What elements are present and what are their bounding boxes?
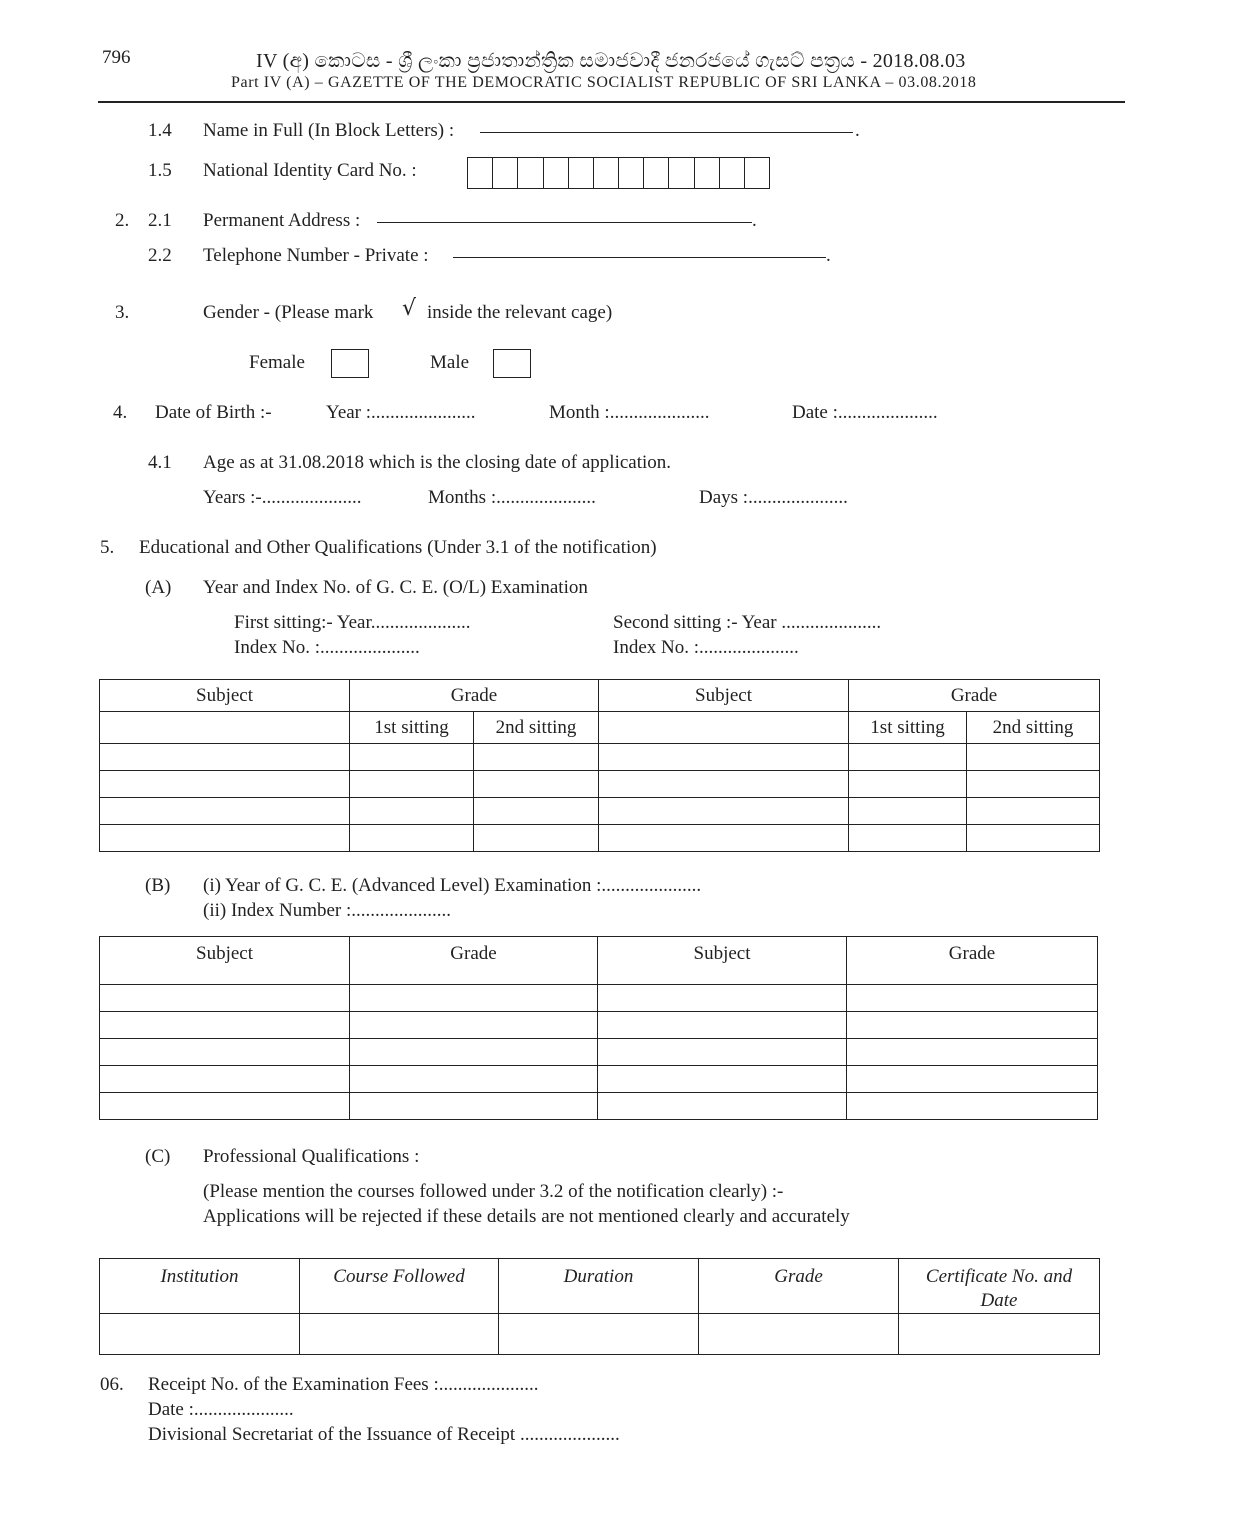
- table-cell[interactable]: [499, 1314, 699, 1355]
- table-cell[interactable]: [899, 1314, 1100, 1355]
- dob-month-field[interactable]: Month :.....................: [549, 402, 710, 423]
- line-end-period: .: [826, 245, 831, 266]
- table-cell[interactable]: [100, 744, 350, 771]
- table-cell[interactable]: [847, 985, 1098, 1012]
- table-cell[interactable]: [100, 825, 350, 852]
- table-row: [100, 825, 1100, 852]
- second-sitting-header: 2nd sitting: [967, 712, 1100, 744]
- nic-digit-box[interactable]: [594, 158, 619, 188]
- first-sitting-header: 1st sitting: [350, 712, 474, 744]
- nic-digit-box[interactable]: [695, 158, 720, 188]
- item-number: 2.1: [148, 210, 172, 231]
- table-cell[interactable]: [967, 825, 1100, 852]
- table-cell[interactable]: [849, 744, 967, 771]
- nic-label: National Identity Card No. :: [203, 160, 417, 181]
- check-mark-icon: √: [402, 296, 417, 321]
- table-cell[interactable]: [350, 1012, 598, 1039]
- line-end-period: .: [752, 210, 757, 231]
- nic-number-boxes[interactable]: [467, 157, 770, 189]
- second-sitting-header: 2nd sitting: [474, 712, 599, 744]
- table-cell[interactable]: [599, 798, 849, 825]
- grade-header: Grade: [350, 937, 598, 985]
- table-cell[interactable]: [849, 771, 967, 798]
- table-row: [100, 1093, 1098, 1120]
- section-number: 5.: [100, 537, 115, 558]
- table-row: [100, 771, 1100, 798]
- table-cell[interactable]: [350, 1039, 598, 1066]
- ol-results-table: [99, 679, 1100, 852]
- section-number: 4.: [113, 402, 128, 423]
- section-number: 2.: [115, 210, 130, 231]
- al-results-table: [99, 936, 1098, 1120]
- al-index-number[interactable]: (ii) Index Number :.....................: [203, 900, 452, 921]
- ol-first-index[interactable]: Index No. :.....................: [234, 637, 420, 658]
- table-cell[interactable]: [849, 825, 967, 852]
- table-cell[interactable]: [699, 1314, 899, 1355]
- grade-header: Grade: [849, 680, 1100, 712]
- table-cell[interactable]: [350, 1093, 598, 1120]
- table-cell[interactable]: [350, 1066, 598, 1093]
- age-years-field[interactable]: Years :-.....................: [203, 487, 362, 508]
- ol-second-sitting-year[interactable]: Second sitting :- Year .....................: [613, 612, 882, 633]
- table-cell[interactable]: [100, 1039, 350, 1066]
- table-cell[interactable]: [847, 1039, 1098, 1066]
- female-label: Female: [249, 352, 305, 373]
- table-cell[interactable]: [100, 771, 350, 798]
- table-row: [100, 798, 1100, 825]
- table-cell[interactable]: [598, 1093, 847, 1120]
- nic-digit-box[interactable]: [493, 158, 518, 188]
- grade-header: Grade: [350, 680, 599, 712]
- table-cell[interactable]: [300, 1314, 499, 1355]
- nic-digit-box[interactable]: [544, 158, 569, 188]
- ol-second-index[interactable]: Index No. :.....................: [613, 637, 799, 658]
- professional-warning: Applications will be rejected if these details are not mentioned clearly and accurately: [203, 1206, 850, 1227]
- permanent-address-label: Permanent Address :: [203, 210, 361, 231]
- nic-digit-box[interactable]: [468, 158, 493, 188]
- divisional-secretariat-field[interactable]: Divisional Secretariat of the Issuance of Receipt .....................: [148, 1424, 620, 1445]
- table-cell[interactable]: [100, 1093, 350, 1120]
- male-label: Male: [430, 352, 470, 373]
- table-cell[interactable]: [474, 825, 599, 852]
- dob-date-field[interactable]: Date :.....................: [792, 402, 938, 423]
- ol-first-sitting-year[interactable]: First sitting:- Year.....................: [234, 612, 471, 633]
- table-row: [100, 1012, 1098, 1039]
- full-name-field[interactable]: [480, 132, 853, 133]
- table-cell[interactable]: [847, 1066, 1098, 1093]
- table-row: [100, 1039, 1098, 1066]
- table-cell[interactable]: [100, 1314, 300, 1355]
- qualifications-title: Educational and Other Qualifications (Under 3.1 of the notification): [139, 537, 657, 558]
- grade-header: Grade: [699, 1259, 899, 1314]
- professional-qualifications-title: Professional Qualifications :: [203, 1146, 420, 1167]
- section-number: 06.: [100, 1374, 124, 1395]
- header-rule: [98, 101, 1125, 103]
- table-row: [100, 1314, 1100, 1355]
- nic-digit-box[interactable]: [619, 158, 644, 188]
- dob-year-field[interactable]: Year :......................: [326, 402, 476, 423]
- table-cell[interactable]: [598, 985, 847, 1012]
- age-days-field[interactable]: Days :.....................: [699, 487, 848, 508]
- header-english-title: Part IV (A) – GAZETTE OF THE DEMOCRATIC SOCIALIST REPUBLIC OF SRI LANKA – 03.08.2018: [231, 74, 977, 91]
- subject-header: Subject: [100, 937, 350, 985]
- table-cell[interactable]: [350, 985, 598, 1012]
- table-cell[interactable]: [100, 1012, 350, 1039]
- table-cell[interactable]: [598, 1066, 847, 1093]
- table-cell[interactable]: [599, 744, 849, 771]
- telephone-label: Telephone Number - Private :: [203, 245, 429, 266]
- item-number: 1.5: [148, 160, 172, 181]
- course-followed-header: Course Followed: [300, 1259, 499, 1314]
- subsection-letter: (A): [145, 577, 172, 598]
- table-cell: [599, 712, 849, 744]
- first-sitting-header: 1st sitting: [849, 712, 967, 744]
- nic-digit-box[interactable]: [745, 158, 769, 188]
- header-sinhala-title: IV (අ) කොටස - ශ්‍රී ලංකා ප්‍රජාතාන්ත්‍රික සමාජවාදී ජනරජයේ ගැසට් පත්‍රය - 2018.08.03: [256, 50, 966, 72]
- table-row: [100, 744, 1100, 771]
- professional-note: (Please mention the courses followed under 3.2 of the notification clearly) :-: [203, 1181, 784, 1202]
- table-row: [100, 985, 1098, 1012]
- gender-label: Gender - (Please mark: [203, 302, 374, 323]
- table-cell[interactable]: [847, 1012, 1098, 1039]
- male-checkbox[interactable]: [493, 349, 531, 378]
- table-cell[interactable]: [967, 744, 1100, 771]
- table-cell[interactable]: [474, 771, 599, 798]
- grade-header: Grade: [847, 937, 1098, 985]
- full-name-label: Name in Full (In Block Letters) :: [203, 120, 455, 141]
- al-exam-year[interactable]: (i) Year of G. C. E. (Advanced Level) Examination :.....................: [203, 875, 702, 896]
- table-cell[interactable]: [350, 771, 474, 798]
- table-row: [100, 1066, 1098, 1093]
- table-cell[interactable]: [474, 744, 599, 771]
- table-cell[interactable]: [350, 744, 474, 771]
- age-months-field[interactable]: Months :.....................: [428, 487, 596, 508]
- table-cell[interactable]: [967, 771, 1100, 798]
- duration-header: Duration: [499, 1259, 699, 1314]
- subject-header: Subject: [598, 937, 847, 985]
- dob-label: Date of Birth :-: [155, 402, 272, 423]
- table-cell[interactable]: [599, 825, 849, 852]
- receipt-date-field[interactable]: Date :.....................: [148, 1399, 294, 1420]
- subsection-letter: (B): [145, 875, 171, 896]
- table-cell[interactable]: [350, 825, 474, 852]
- gender-label-end: inside the relevant cage): [427, 302, 613, 323]
- age-label: Age as at 31.08.2018 which is the closing date of application.: [203, 452, 672, 473]
- nic-digit-box[interactable]: [644, 158, 669, 188]
- nic-digit-box[interactable]: [569, 158, 594, 188]
- page-number: 796: [102, 47, 131, 68]
- subject-header: Subject: [100, 680, 350, 712]
- table-cell[interactable]: [100, 985, 350, 1012]
- table-cell[interactable]: [967, 798, 1100, 825]
- item-number: 4.1: [148, 452, 172, 473]
- item-number: 2.2: [148, 245, 172, 266]
- section-number: 3.: [115, 302, 130, 323]
- female-checkbox[interactable]: [331, 349, 369, 378]
- certificate-header: Certificate No. and Date: [899, 1259, 1100, 1314]
- table-cell[interactable]: [474, 798, 599, 825]
- receipt-number-field[interactable]: Receipt No. of the Examination Fees :.....................: [148, 1374, 539, 1395]
- subsection-letter: (C): [145, 1146, 171, 1167]
- table-cell[interactable]: [849, 798, 967, 825]
- item-number: 1.4: [148, 120, 172, 141]
- ol-exam-title: Year and Index No. of G. C. E. (O/L) Examination: [203, 577, 588, 598]
- table-cell[interactable]: [598, 1039, 847, 1066]
- nic-digit-box[interactable]: [720, 158, 745, 188]
- table-cell[interactable]: [847, 1093, 1098, 1120]
- table-cell: [100, 712, 350, 744]
- line-end-period: .: [855, 120, 860, 141]
- professional-qualifications-table: [99, 1258, 1100, 1355]
- table-cell[interactable]: [350, 798, 474, 825]
- table-cell[interactable]: [599, 771, 849, 798]
- table-cell[interactable]: [100, 1066, 350, 1093]
- telephone-field[interactable]: [453, 257, 826, 258]
- institution-header: Institution: [100, 1259, 300, 1314]
- subject-header: Subject: [599, 680, 849, 712]
- permanent-address-field[interactable]: [377, 222, 752, 223]
- table-cell[interactable]: [100, 798, 350, 825]
- nic-digit-box[interactable]: [669, 158, 694, 188]
- nic-digit-box[interactable]: [518, 158, 543, 188]
- table-cell[interactable]: [598, 1012, 847, 1039]
